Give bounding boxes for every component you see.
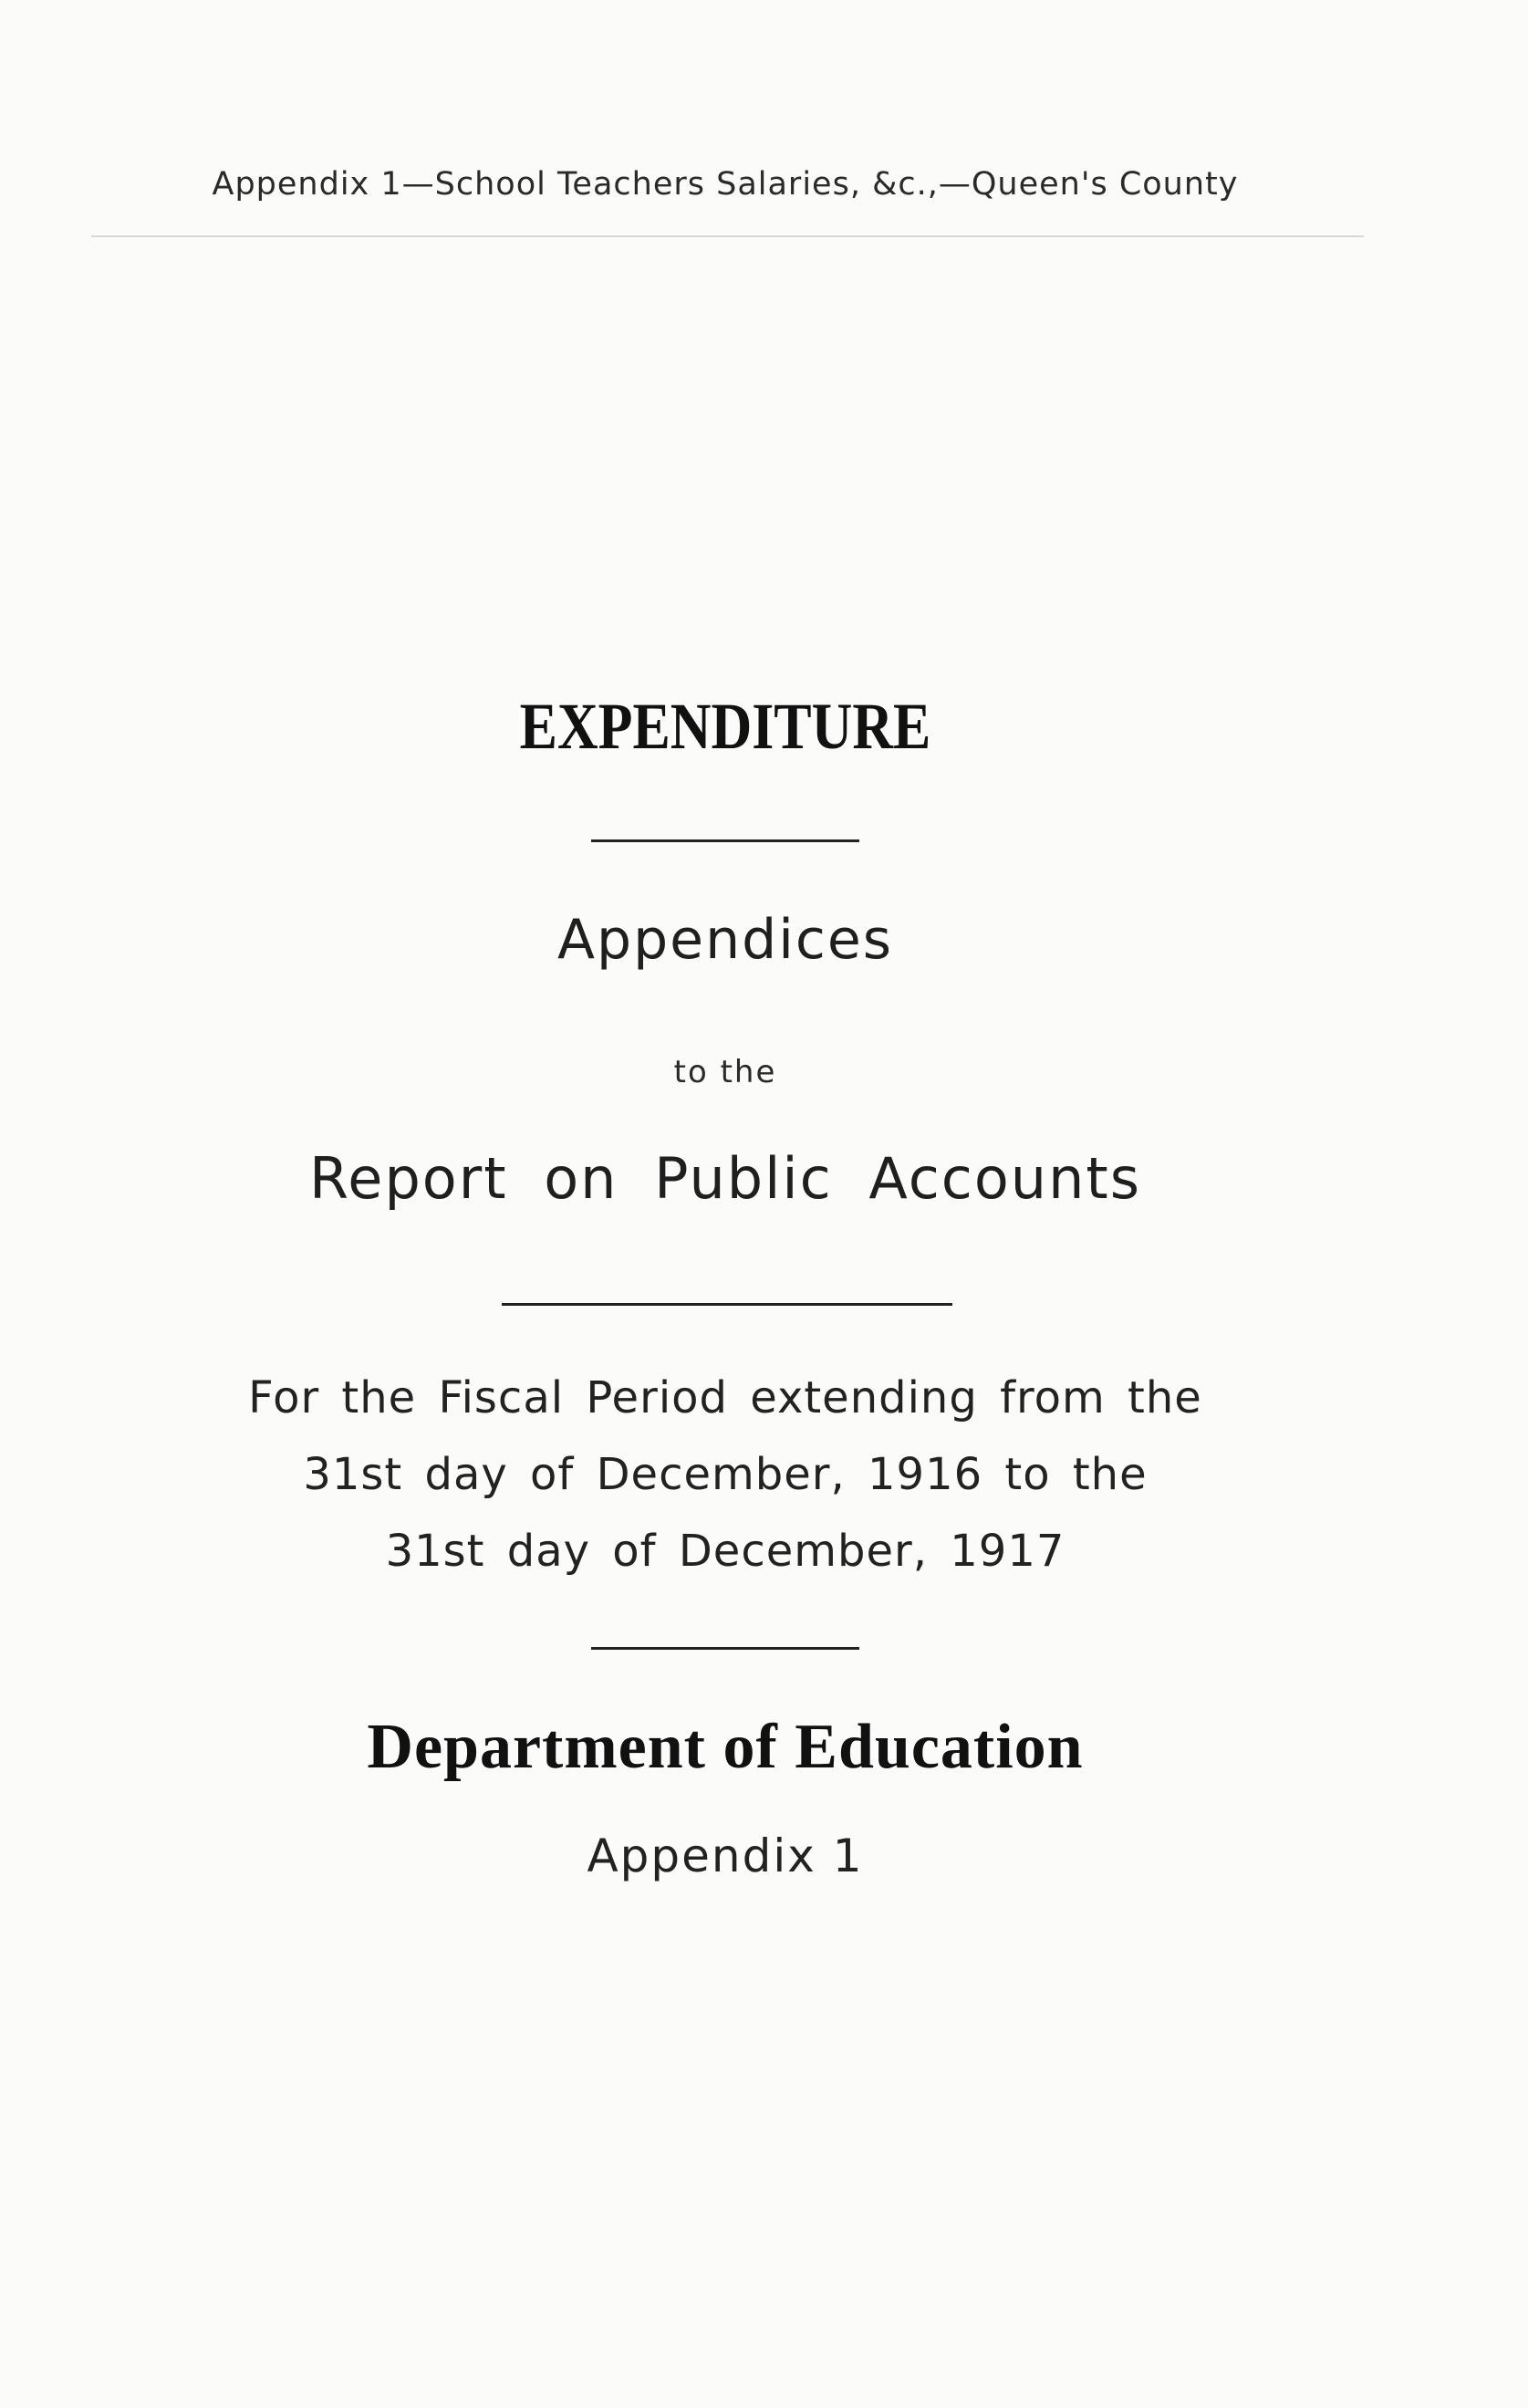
header-divider xyxy=(91,235,1364,237)
fiscal-period xyxy=(0,1360,1450,1590)
report-divider xyxy=(502,1303,952,1306)
connector-text: to the xyxy=(673,1054,777,1090)
fiscal-period-line-1: For the Fiscal Period extending from the xyxy=(248,1372,1202,1423)
period-divider xyxy=(591,1647,859,1650)
appendices-heading: Appendices xyxy=(556,908,894,972)
department-heading: Department of Education xyxy=(367,1712,1084,1782)
appendix-number: Appendix 1 xyxy=(587,1829,864,1882)
page-title: EXPENDITURE xyxy=(519,690,931,763)
running-header: Appendix 1—School Teachers Salaries, &c.,—Queen's County xyxy=(212,166,1239,203)
report-title: Report on Public Accounts xyxy=(309,1145,1141,1212)
fiscal-period-line-3: 31st day of December, 1917 xyxy=(385,1526,1065,1577)
title-divider xyxy=(591,839,859,842)
fiscal-period-line-2: 31st day of December, 1916 to the xyxy=(303,1449,1148,1500)
